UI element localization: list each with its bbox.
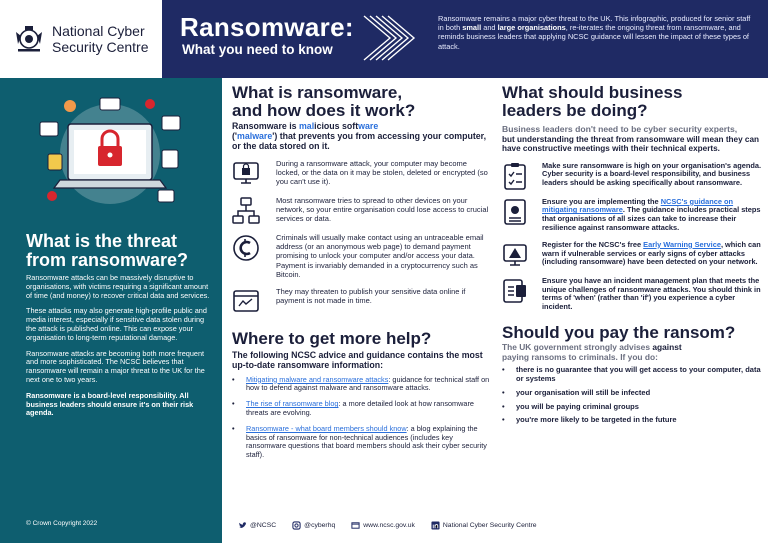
warning-screen-icon	[502, 241, 528, 269]
leader-action: Make sure ransomware is high on your organisation's agenda. Cyber security is a board-level responsibility, and business leaders should be asking specifically about ransomware.	[502, 162, 762, 190]
copyright: © Crown Copyright 2022	[26, 520, 98, 527]
org-name: National Cyber Security Centre	[52, 23, 149, 55]
page-subtitle: What you need to know	[182, 42, 333, 57]
what-is-ransomware-section	[232, 84, 490, 467]
threat-paragraph: Ransomware attacks are becoming both more frequent and more sophisticated. The NCSC believes that ransomware will remain a major threat to the UK for the next one to two years.	[26, 348, 205, 384]
leaders-lead-detail: but understanding the threat from ransomware will mean they can have constructive meetings with their technical experts.	[502, 134, 760, 154]
leaders-title: What should business leaders be doing?	[502, 83, 683, 120]
list-item: • The rise of ransomware blog: a more detailed look at how ransomware threats are evolving.	[232, 400, 490, 418]
list-item: • Mitigating malware and ransomware attacks: guidance for technical staff on how to defend against malware and ransomware attacks.	[232, 376, 490, 394]
help-intro: The following NCSC advice and guidance contains the most up-to-date ransomware information:	[232, 349, 483, 370]
chevron-arrows-icon	[360, 8, 420, 68]
business-leaders-section	[502, 84, 762, 430]
web-icon	[351, 521, 360, 530]
ncsc-mitigating-ransomware-link[interactable]: NCSC's guidance on mitigating ransomware	[542, 196, 734, 215]
rise-of-ransomware-link[interactable]: The rise of ransomware blog	[246, 399, 339, 409]
linkedin-icon	[431, 521, 440, 530]
ransom-consequences-list	[502, 366, 762, 425]
instagram-link[interactable]: @cyberhq	[292, 521, 335, 530]
ncsc-logo	[0, 0, 162, 78]
data-leak-icon	[232, 288, 260, 316]
board-responsibility-note: Ransomware is a board-level responsibility. All business leaders should ensure it's on their risk agenda.	[26, 390, 194, 418]
list-item: • you will be paying criminal groups	[502, 403, 762, 412]
page-title: Ransomware:	[180, 12, 354, 42]
leader-action: Ensure you have an incident management plan that meets the unique challenges of ransomware attacks. You should think in terms of 'when' (rather than 'if') you experience a cyber incident.	[502, 277, 762, 312]
list-item: • there is no guarantee that you will get access to your computer, data or systems	[502, 366, 762, 384]
mitigating-malware-link[interactable]: Mitigating malware and ransomware attacks	[246, 374, 389, 384]
checklist-icon	[502, 162, 528, 190]
locked-laptop-illustration	[30, 92, 190, 222]
leader-action: Register for the NCSC's free Early Warning Service, which can warn if vulnerable services or early signs of cyber attacks (including ransomware) have been detected on your network.	[502, 241, 762, 269]
ransomware-fact: Criminals will usually make contact using an untraceable email address (or an anonymous web page) to demand payment promising to unlock your computer and/or access your data. Payment is invariably demanded in a cryptocurrency such as Bitcoin.	[232, 233, 490, 279]
twitter-icon	[238, 521, 247, 530]
website-link[interactable]: www.ncsc.gov.uk	[351, 521, 415, 530]
what-title: What is ransomware, and how does it work?	[232, 83, 416, 120]
what-intro: Ransomware is malicious software ('malware') that prevents you from accessing your computer, or the data stored on it.	[232, 121, 487, 151]
threat-title: What is the threat from ransomware?	[26, 231, 189, 270]
threat-paragraph: These attacks may also generate high-profile public and media interest, especially if sensitive data stolen during the attack is published online. This can expose your organisation to long-term reputational damage.	[26, 306, 207, 342]
linkedin-link[interactable]: National Cyber Security Centre	[431, 521, 537, 530]
help-title: Where to get more help?	[232, 329, 432, 349]
ransom-title: Should you pay the ransom?	[502, 322, 736, 342]
bitcoin-icon	[232, 234, 260, 262]
network-icon	[232, 197, 260, 225]
list-item: • Ransomware - what board members should know: a blog explaining the basics of ransomware for non-technical audiences (includes key ransomware questions that board members should ask their cyber security staff).	[232, 425, 490, 460]
help-list	[232, 376, 490, 460]
board-members-blog-link[interactable]: Ransomware - what board members should know	[246, 423, 407, 433]
instagram-icon	[292, 521, 301, 530]
ransomware-doc-icon	[502, 198, 528, 226]
list-item: • your organisation will still be infected	[502, 389, 762, 398]
footer-social-links	[238, 521, 537, 530]
threat-paragraph: Ransomware attacks can be massively disruptive to organisations, with victims requiring a significant amount of time (and money) to recover critical data and services.	[26, 273, 210, 300]
early-warning-service-link[interactable]: Early Warning Service	[643, 239, 721, 249]
threat-body	[26, 274, 212, 425]
header-banner	[162, 0, 768, 78]
ransom-intro: The UK government strongly advises against paying ransoms to criminals. If you do:	[502, 342, 682, 362]
royal-crest-icon	[12, 24, 46, 54]
leaders-lead: Business leaders don't need to be cyber security experts,	[502, 124, 738, 134]
ransomware-fact: During a ransomware attack, your computer may become locked, or the data on it may be stolen, deleted or encrypted (so you can't use it).	[232, 159, 490, 188]
ransomware-fact: Most ransomware tries to spread to other devices on your network, so your entire organisation could lose access to crucial services or data.	[232, 196, 490, 225]
threat-panel	[0, 78, 222, 543]
list-item: • you're more likely to be targeted in the future	[502, 416, 762, 425]
locked-computer-icon	[232, 160, 260, 188]
ransomware-fact: They may threaten to publish your sensitive data online if payment is not made in time.	[232, 287, 490, 316]
incident-plan-icon	[502, 277, 528, 305]
header-intro: Ransomware remains a major cyber threat to the UK. This infographic, produced for senior staff in both small and large organisations, re-iterates the ongoing threat from ransomware, and reminds business leaders that applying NCSC guidance will lessen the impact of these types of attack.	[438, 14, 751, 51]
twitter-link[interactable]: @NCSC	[238, 521, 276, 530]
leader-action: Ensure you are implementing the NCSC's guidance on mitigating ransomware. The guidance includes practical steps that organisations of all sizes can take to increase their resilience against ransomware attacks.	[502, 198, 762, 233]
